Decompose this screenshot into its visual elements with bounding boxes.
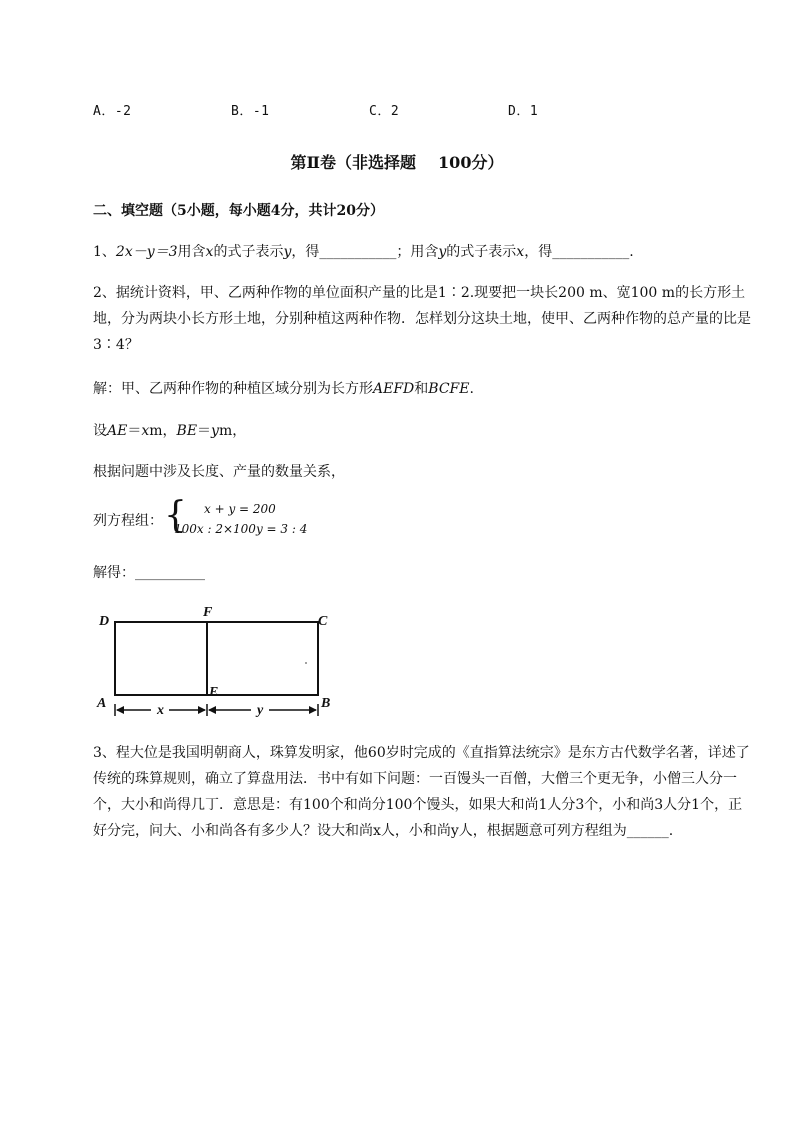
label-x: x [157,703,164,718]
label-e: E [209,685,219,700]
q1-var-1: x [205,244,214,260]
q1-var-2: y [283,244,292,260]
q1-text-1: 用含 [177,244,206,260]
q2-sol1-rect-1: AEFD [373,381,415,397]
q2-sol1-rect-2: BCFE [428,381,470,397]
q2-sol2-ae: AE [107,423,128,439]
q2-system-label: 列方程组： [93,513,163,529]
label-d: D [99,614,110,629]
dim-y-left-arrow [208,706,216,714]
q1-text-3: ，得___________；用含 [291,244,439,260]
label-y: y [257,703,264,718]
label-a: A [97,696,107,711]
q1-expression: 2x－y＝3 [115,244,178,260]
q2-sol2-y: y [211,423,219,439]
q2-sol1-period: . [469,381,474,397]
q2-sol1-and: 和 [414,381,429,397]
dim-y-right-arrow [309,706,317,714]
question-1 [93,240,634,264]
label-c: C [318,614,328,629]
dim-x-left-arrow [116,706,124,714]
q2-sol2-m1: m， [149,423,177,439]
section-title-main: 第Ⅱ卷（非选择题 [290,153,417,172]
dim-x-right-arrow [198,706,206,714]
q1-number: 1、 [93,244,116,260]
question-2-text: 2、据统计资料，甲、乙两种作物的单位面积产量的比是1∶2.现要把一块长200 m、宽100 m的长方形土地，分为两块小长方形土地，分别种植这两种作物．怎样划分这块土地，使甲、乙两种作物的总产量的比是3∶4？ [93,285,751,353]
q2-solution-line-3: 根据问题中涉及长度、产量的数量关系， [93,464,345,480]
label-b: B [321,696,331,711]
q1-text-4: 的式子表示 [446,244,517,260]
q1-text-2: 的式子表示 [213,244,284,260]
q2-sol2-let: 设 [93,423,107,439]
q2-sol2-eq1: ＝ [127,423,142,439]
option-c: C．2 [369,104,400,119]
rectangle-figure [93,600,343,725]
q1-var-3: y [438,244,447,260]
option-d: D．1 [508,104,539,119]
option-a: A．-2 [93,104,132,119]
q2-solution-line-2 [93,419,246,443]
q1-text-5: ，得___________. [524,244,634,260]
q2-sol2-eq2: ＝ [197,423,212,439]
section-title-score: 100分） [438,153,504,172]
q2-sol1-text: 解：甲、乙两种作物的种植区域分别为长方形 [93,381,373,397]
system-brace: { [164,495,187,536]
q2-sol2-x: x [141,423,150,439]
q2-answer-line: 解得：__________ [93,565,205,581]
equation-1: x + y = 200 [204,502,276,516]
q2-solution-line-1 [93,377,474,401]
label-f: F [203,605,213,620]
part-heading: 二、填空题（5小题，每小题4分，共计20分） [93,203,384,219]
section-title [0,150,794,173]
q1-var-4: x [516,244,525,260]
option-b: B．-1 [231,104,270,119]
q2-sol2-m2: m， [218,423,247,439]
q2-sol2-be: BE [176,423,198,439]
equation-2: 100x : 2×100y = 3 : 4 [174,522,308,536]
question-3-text: 3、程大位是我国明朝商人，珠算发明家，他60岁时完成的《直指算法统宗》是东方古代数学名著，详述了传统的珠算规则，确立了算盘用法．书中有如下问题：一百馒头一百僧，大僧三个更无争，小僧三人分一个，大小和尚得几丁．意思是：有100个和尚分100个馒头，如果大和尚1人分3个，小和尚3人分1个，正好分完，问大、小和尚各有多少人？设大和尚x人，小和尚y人，根据题意可列方程组为______. [93,745,750,839]
